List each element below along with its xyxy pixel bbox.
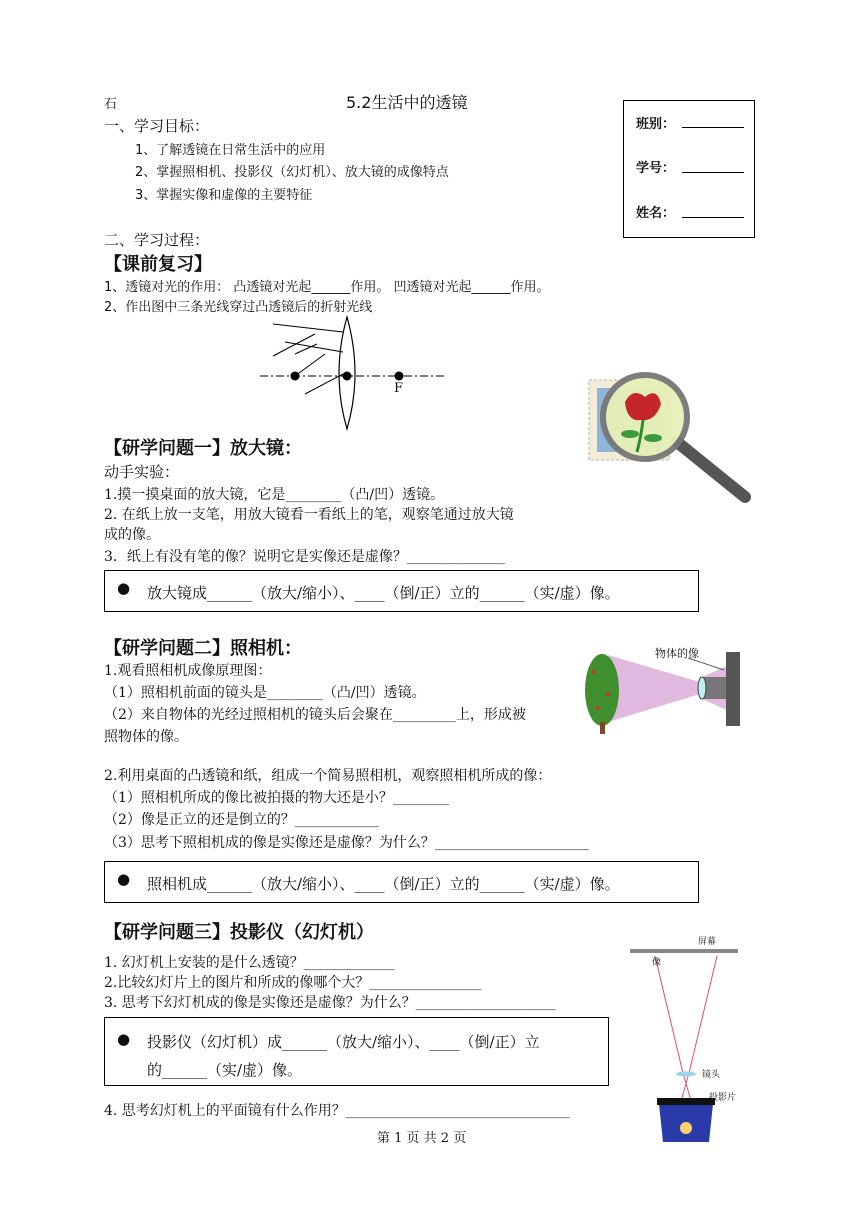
summary-magnifier: 放大镜成______（放大/缩小）、____（倒/正）立的______（实/虚）像。 xyxy=(147,584,620,602)
bullet: ● xyxy=(117,1030,131,1048)
objective-item: 1、了解透镜在日常生活中的应用 xyxy=(135,143,326,158)
name-field[interactable] xyxy=(682,217,744,218)
convex-lens-diagram xyxy=(255,312,455,432)
section2-q2: 2.利用桌面的凸透镜和纸，组成一个简易照相机，观察照相机所成的像： xyxy=(104,768,552,784)
section2-q2b: （2）像是正立的还是倒立的？____________ xyxy=(104,812,379,828)
rose-leaf xyxy=(621,430,639,438)
incident-ray xyxy=(273,334,315,356)
name-label: 姓名： xyxy=(636,206,676,221)
objectives-heading: 一、学习目标： xyxy=(104,117,210,135)
section1-sub: 动手实验： xyxy=(104,463,180,481)
magnifier-handle xyxy=(677,442,745,497)
lens-glass xyxy=(698,677,706,699)
summary-box-camera xyxy=(104,861,699,903)
focal-point-left xyxy=(291,372,300,381)
projector-top xyxy=(657,1098,715,1105)
objective-item: 3、掌握实像和虚像的主要特征 xyxy=(135,188,313,203)
projector-lens xyxy=(676,1072,696,1077)
lens-label: 镜头 xyxy=(702,1070,721,1080)
summary-projector-a: 投影仪（幻灯机）成______（放大/缩小）、____（倒/正）立 xyxy=(147,1033,540,1051)
tree-trunk xyxy=(600,722,605,734)
section1-q2b: 成的像。 xyxy=(104,527,160,543)
incident-ray xyxy=(295,354,325,376)
rose-leaf xyxy=(644,434,662,442)
screen-label: 屏幕 xyxy=(698,937,717,947)
incident-ray xyxy=(305,374,343,394)
section1-q1: 1.摸一摸桌面的放大镜，它是________（凸/凹）透镜。 xyxy=(104,487,445,503)
section2-q1b2: 照物体的像。 xyxy=(104,729,188,745)
section2-heading: 【研学问题二】照相机： xyxy=(104,638,302,659)
summary-projector-b: 的______（实/虚）像。 xyxy=(147,1061,303,1079)
section3-q1: 1. 幻灯机上安装的是什么透镜？_____________ xyxy=(104,955,395,971)
lens-center xyxy=(343,372,352,381)
bullet: ● xyxy=(117,579,131,597)
summary-camera: 照相机成______（放大/缩小）、____（倒/正）立的______（实/虚）像。 xyxy=(147,875,620,893)
review-q2: 2、作出图中三条光线穿过凸透镜后的折射光线 xyxy=(104,300,373,315)
magnifier-illustration xyxy=(585,372,765,512)
section3-heading: 【研学问题三】投影仪（幻灯机） xyxy=(104,922,374,943)
bullet: ● xyxy=(117,870,131,888)
camera-image-label: 物体的像 xyxy=(655,647,699,660)
incident-ray xyxy=(285,342,343,352)
review-q1: 1、透镜对光的作用： 凸透镜对光起______作用。 凹透镜对光起______作用。 xyxy=(104,280,550,295)
review-heading: 【课前复习】 xyxy=(104,254,212,275)
lamp xyxy=(680,1122,692,1134)
class-label: 班别： xyxy=(636,117,676,132)
section3-q4: 4. 思考幻灯机上的平面镜有什么作用？________________________________ xyxy=(104,1103,570,1119)
id-label: 学号： xyxy=(636,161,676,176)
image-label: 像 xyxy=(652,958,662,968)
student-info-box xyxy=(623,100,755,238)
tree-fruit xyxy=(592,670,596,674)
page-title: 5.2生活中的透镜 xyxy=(346,93,468,112)
section2-q1a: （1）照相机前面的镜头是________（凸/凹）透镜。 xyxy=(104,685,426,701)
class-field[interactable] xyxy=(682,127,744,128)
section2-q1b: （2）来自物体的光经过照相机的镜头后会聚在_________上，形成被 xyxy=(104,707,526,723)
section2-q2a: （1）照相机所成的像比被拍摄的物大还是小？________ xyxy=(104,790,449,806)
section1-q2a: 2. 在纸上放一支笔，用放大镜看一看纸上的笔，观察笔通过放大镜 xyxy=(104,507,514,523)
incident-ray xyxy=(273,324,343,332)
section3-q3: 3. 思考下幻灯机成的像是实像还是虚像？为什么？____________________ xyxy=(104,995,556,1011)
section2-q2c: （3）思考下照相机成的像是实像还是虚像？为什么？______________________ xyxy=(104,835,589,851)
projected-ray xyxy=(655,956,683,1073)
process-heading: 二、学习过程： xyxy=(104,231,210,249)
page-footer: 第 1 页 共 2 页 xyxy=(377,1131,467,1146)
section2-q1: 1.观看照相机成像原理图： xyxy=(104,663,272,679)
summary-box-projector xyxy=(104,1017,609,1086)
screen xyxy=(630,949,738,953)
projected-ray xyxy=(689,956,717,1073)
focus-label: F xyxy=(394,381,404,396)
tree-fruit xyxy=(596,706,600,710)
section1-q3: 3．纸上有没有笔的像？说明它是实像还是虚像？______________ xyxy=(104,549,505,565)
tree-fruit xyxy=(606,692,610,696)
projector-diagram xyxy=(625,938,745,1148)
camera-body xyxy=(726,652,740,726)
summary-box-magnifier xyxy=(104,570,699,612)
id-field[interactable] xyxy=(682,172,744,173)
section3-q2: 2.比较幻灯片上的图片和所成的像哪个大？________________ xyxy=(104,975,482,991)
focal-point-right xyxy=(395,372,404,381)
section1-heading: 【研学问题一】放大镜： xyxy=(104,438,302,459)
corner-mark: 石 xyxy=(104,97,118,112)
tree-crown xyxy=(585,654,619,726)
slide-label: 投影片 xyxy=(709,1093,737,1103)
objective-item: 2、掌握照相机、投影仪（幻灯机）、放大镜的成像特点 xyxy=(135,165,449,180)
